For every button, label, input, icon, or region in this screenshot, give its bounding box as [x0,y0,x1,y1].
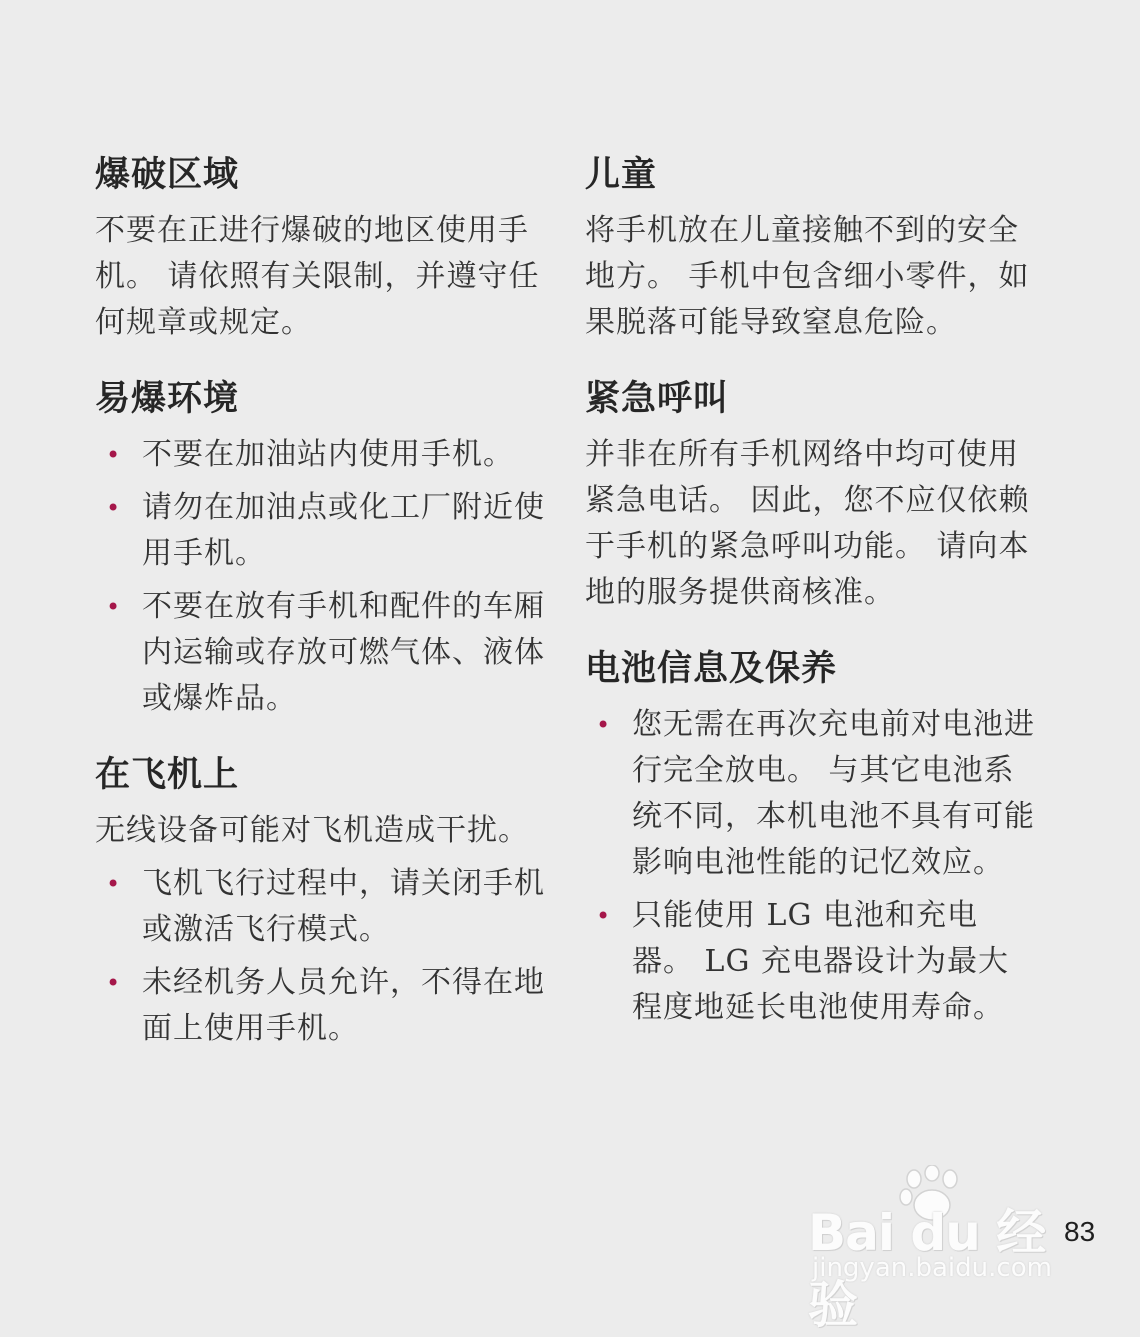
baidu-jingyan-watermark [808,1165,1070,1334]
bullet-list [585,702,1035,1031]
section-title: 儿童 [585,155,658,195]
bullet-icon: • [596,711,612,739]
section-children [585,148,1035,346]
bullet-icon: • [106,870,122,898]
section-blasting-area [95,148,545,346]
list-item-text: 不要在加油站内使用手机。 [142,437,514,472]
list-item [95,584,545,722]
section-body: 不要在正进行爆破的地区使用手机。 请依照有关限制，并遵守任何规章或规定。 [95,213,540,340]
bullet-icon: • [106,441,122,469]
section-body: 无线设备可能对飞机造成干扰。 [95,813,529,848]
list-item [95,960,545,1052]
list-item [95,861,545,953]
watermark-url: jingyan.baidu.com [812,1253,1052,1283]
list-item [95,485,545,577]
list-item-text: 只能使用 LG 电池和充电器。 LG 充电器设计为最大程度地延长电池使用寿命。 [632,898,1009,1025]
list-item-text: 未经机务人员允许，不得在地面上使用手机。 [142,965,545,1046]
section-emergency-call [585,372,1035,616]
list-item [585,893,1035,1031]
section-explosive-environment [95,372,545,722]
list-item-text: 飞机飞行过程中，请关闭手机或激活飞行模式。 [142,866,545,947]
section-title: 易爆环境 [95,379,240,419]
section-title: 爆破区域 [95,155,240,195]
list-item-text: 请勿在加油点或化工厂附近使用手机。 [142,490,545,571]
section-body: 并非在所有手机网络中均可使用紧急电话。 因此，您不应仅依赖于手机的紧急呼叫功能。 请向本地的服务提供商核准。 [585,437,1030,610]
section-title: 紧急呼叫 [585,379,730,419]
list-item-text: 不要在放有手机和配件的车厢内运输或存放可燃气体、液体或爆炸品。 [142,589,545,716]
page-number: 83 [1064,1216,1096,1247]
bullet-icon: • [596,902,612,930]
section-title: 在飞机上 [95,755,240,795]
section-on-aircraft [95,748,545,1052]
bullet-icon: • [106,969,122,997]
bullet-list [95,861,545,1052]
bullet-icon: • [106,593,122,621]
list-item [585,702,1035,886]
section-title: 电池信息及保养 [585,649,838,689]
right-column [585,148,1035,1057]
left-column [95,148,545,1078]
list-item [95,432,545,478]
watermark-logo-text: Bai du 经验 [808,1204,1046,1334]
bullet-icon: • [106,494,122,522]
bullet-list [95,432,545,722]
section-body: 将手机放在儿童接触不到的安全地方。 手机中包含细小零件，如果脱落可能导致窒息危险。 [585,213,1030,340]
list-item-text: 您无需在再次充电前对电池进行完全放电。 与其它电池系统不同，本机电池不具有可能影响电池性能的记忆效应。 [632,707,1035,880]
section-battery-info [585,642,1035,1031]
